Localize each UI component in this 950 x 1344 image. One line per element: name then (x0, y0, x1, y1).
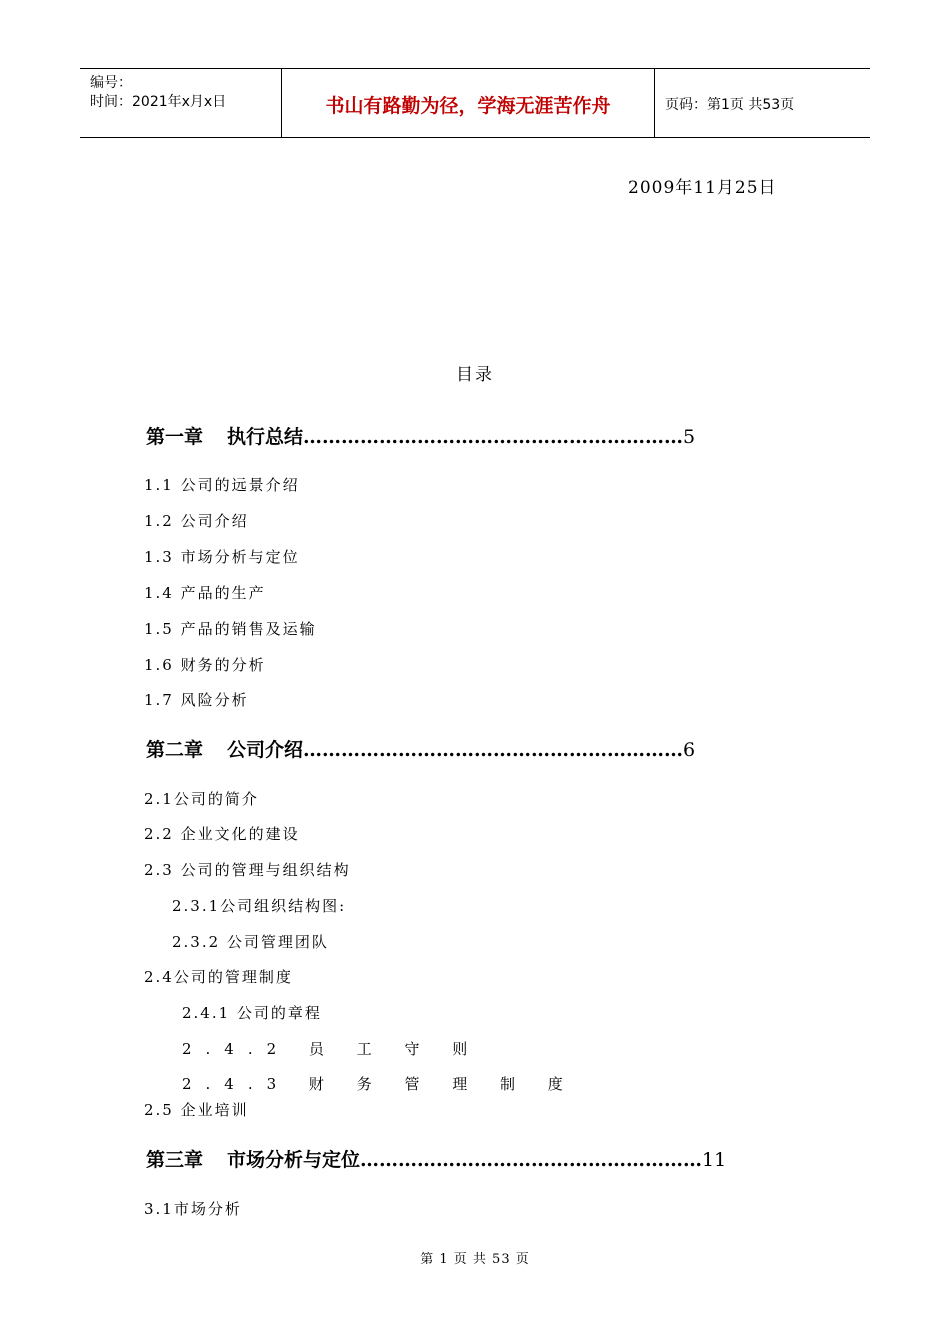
toc-item-1-2[interactable]: 1.2 公司介绍 (144, 512, 249, 530)
toc-chapter-1[interactable] (146, 422, 695, 449)
toc-item-1-1[interactable]: 1.1 公司的远景介绍 (144, 476, 300, 494)
toc-item-1-5[interactable]: 1.5 产品的销售及运输 (144, 620, 317, 638)
toc-item-2-2[interactable]: 2.2 企业文化的建设 (144, 825, 300, 843)
toc-item-1-7[interactable]: 1.7 风险分析 (144, 691, 249, 709)
toc-item-2-4[interactable]: 2.4公司的管理制度 (144, 968, 293, 986)
toc-item-1-6[interactable]: 1.6 财务的分析 (144, 656, 266, 674)
chapter-page-number: 11 (702, 1149, 727, 1171)
leader-dots: …………………………………………………… (303, 739, 684, 761)
chapter-name: 市场分析与定位 (227, 1149, 361, 1171)
toc-item-2-3[interactable]: 2.3 公司的管理与组织结构 (144, 861, 351, 879)
header-number-label: 编号： (90, 75, 132, 91)
header-motto: 书山有路勤为径，学海无涯苦作舟 (325, 95, 611, 117)
leader-dots: ……………………………………………… (360, 1149, 703, 1171)
toc-item-1-3[interactable]: 1.3 市场分析与定位 (144, 548, 300, 566)
toc-item-2-4-1[interactable]: 2.4.1 公司的章程 (182, 1004, 322, 1022)
chapter-name: 执行总结 (227, 426, 304, 448)
toc-title: 目录 (456, 365, 494, 385)
header-info-cell (80, 69, 280, 137)
page-header (80, 68, 870, 138)
toc-item-2-4-2[interactable]: 2.4.2 员 工 守 则 (182, 1040, 482, 1058)
chapter-label: 第二章 (146, 739, 204, 761)
toc-item-2-1[interactable]: 2.1公司的简介 (144, 790, 259, 808)
chapter-label: 第一章 (146, 426, 204, 448)
toc-chapter-2[interactable] (146, 735, 695, 762)
header-page-cell (655, 69, 870, 137)
chapter-page-number: 6 (683, 739, 696, 761)
document-date: 2009年11月25日 (628, 178, 777, 198)
toc-item-3-1[interactable]: 3.1市场分析 (144, 1200, 242, 1218)
toc-item-2-3-1[interactable]: 2.3.1公司组织结构图: (172, 897, 347, 915)
chapter-name: 公司介绍 (227, 739, 304, 761)
chapter-page-number: 5 (683, 426, 696, 448)
page-footer: 第 1 页 共 53 页 (420, 1252, 530, 1267)
chapter-label: 第三章 (146, 1149, 204, 1171)
toc-item-1-4[interactable]: 1.4 产品的生产 (144, 584, 266, 602)
toc-item-2-5[interactable]: 2.5 企业培训 (144, 1101, 249, 1119)
header-page-info: 页码：第1页 共53页 (665, 97, 795, 113)
header-time-label: 时间：2021年x月x日 (90, 94, 227, 110)
toc-item-2-3-2[interactable]: 2.3.2 公司管理团队 (172, 933, 329, 951)
toc-item-2-4-3[interactable]: 2.4.3 财 务 管 理 制 度 (182, 1075, 577, 1093)
toc-chapter-3[interactable] (146, 1145, 726, 1172)
header-motto-cell (281, 69, 655, 137)
leader-dots: …………………………………………………… (303, 426, 684, 448)
